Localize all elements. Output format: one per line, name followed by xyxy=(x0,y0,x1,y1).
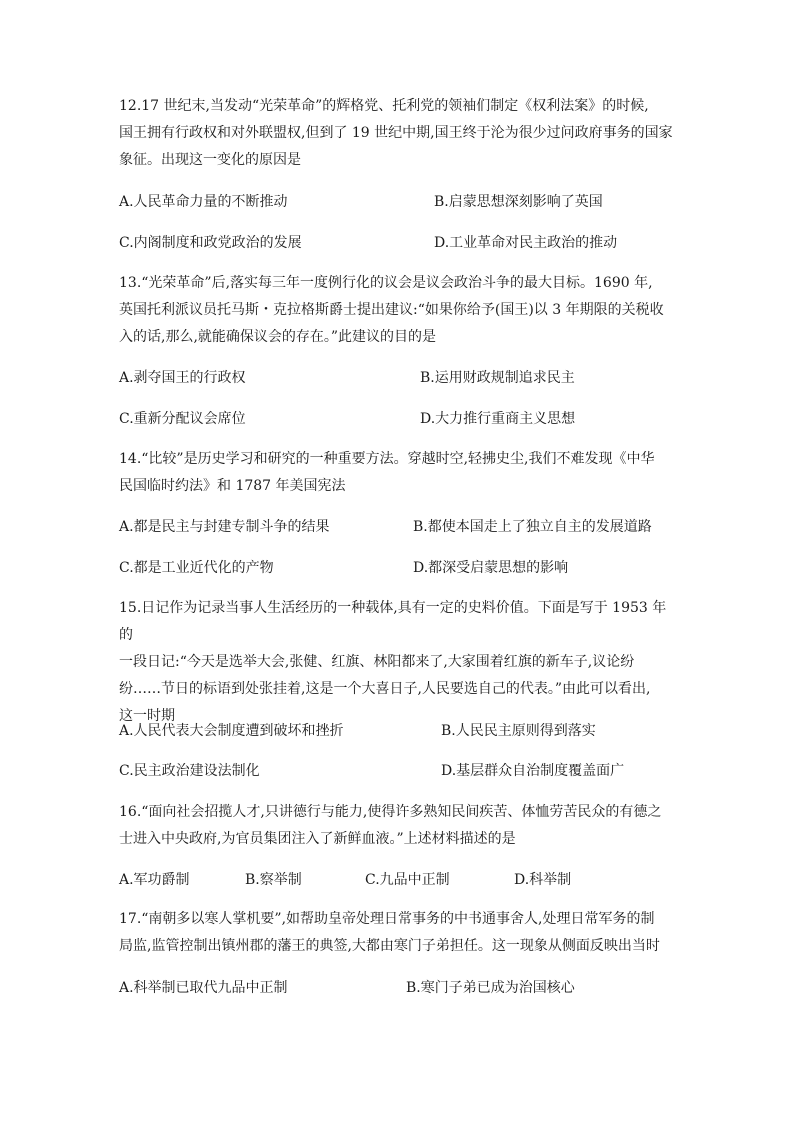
option-a[interactable]: A.都是民主与封建专制斗争的结果 xyxy=(119,519,330,535)
option-c[interactable]: C.都是工业近代化的产物 xyxy=(119,560,274,576)
option-d[interactable]: D.都深受启蒙思想的影响 xyxy=(413,560,569,576)
question-line: 国王拥有行政权和对外联盟权,但到了 19 世纪中期,国王终于沦为很少过问政府事务的国家 xyxy=(119,125,673,141)
option-a[interactable]: A.人民革命力量的不断推动 xyxy=(119,194,288,210)
question-line: 这一时期 xyxy=(119,708,175,724)
question-15-stem xyxy=(119,595,679,730)
question-14-stem xyxy=(119,446,679,500)
question-line: 16.“面向社会招揽人才,只讲德行与能力,使得许多熟知民间疾苦、体恤劳苦民众的有德之 xyxy=(119,804,662,820)
question-line: 17.“南朝多以寒人掌机要”,如帮助皇帝处理日常事务的中书通事舍人,处理日常军务的制 xyxy=(119,911,655,927)
option-b[interactable]: B.人民民主原则得到落实 xyxy=(441,723,596,739)
option-a[interactable]: A.科举制已取代九品中正制 xyxy=(119,980,288,996)
question-line: 一段日记:“今天是选举大会,张健、红旗、林阳都来了,大家围着红旗的新车子,议论纷 xyxy=(119,654,635,670)
option-c[interactable]: C.九品中正制 xyxy=(365,872,450,888)
question-16-stem xyxy=(119,799,679,853)
option-b[interactable]: B.察举制 xyxy=(245,872,302,888)
option-d[interactable]: D.大力推行重商主义思想 xyxy=(420,411,576,427)
question-13-stem xyxy=(119,270,679,351)
question-line: 14.“比较”是历史学习和研究的一种重要方法。穿越时空,轻拂史尘,我们不难发现《中华 xyxy=(119,451,655,467)
option-b[interactable]: B.启蒙思想深刻影响了英国 xyxy=(434,194,603,210)
question-17-stem xyxy=(119,906,679,960)
option-c[interactable]: C.重新分配议会席位 xyxy=(119,411,246,427)
question-12-stem xyxy=(119,93,679,174)
question-line: 士进入中央政府,为官员集团注入了新鲜血液。”上述材料描述的是 xyxy=(119,831,516,847)
option-b[interactable]: B.都使本国走上了独立自主的发展道路 xyxy=(413,519,652,535)
option-d[interactable]: D.基层群众自治制度覆盖面广 xyxy=(441,763,625,779)
question-line: 入的话,那么,就能确保议会的存在。”此建议的目的是 xyxy=(119,329,437,345)
question-line: 局监,监管控制出镇州郡的藩王的典签,大都由寒门子弟担任。这一现象从侧面反映出当时 xyxy=(119,938,660,954)
question-line: 纷……节日的标语到处张挂着,这是一个大喜日子,人民要选自己的代表。”由此可以看出, xyxy=(119,681,651,697)
question-line: 民国临时约法》和 1787 年美国宪法 xyxy=(119,478,346,494)
option-b[interactable]: B.寒门子弟已成为治国核心 xyxy=(406,980,575,996)
question-line: 象征。出现这一变化的原因是 xyxy=(119,152,301,168)
question-line: 13.“光荣革命”后,落实每三年一度例行化的议会是议会政治斗争的最大目标。1690 年, xyxy=(119,275,653,291)
question-line: 12.17 世纪末,当发动“光荣革命”的辉格党、托利党的领袖们制定《权利法案》的时候, xyxy=(119,98,649,114)
option-b[interactable]: B.运用财政规制追求民主 xyxy=(420,370,575,386)
option-a[interactable]: A.军功爵制 xyxy=(119,872,190,888)
option-a[interactable]: A.人民代表大会制度遭到破坏和挫折 xyxy=(119,723,344,739)
question-line: 英国托利派议员托马斯・克拉格斯爵士提出建议:“如果你给予(国王)以 3 年期限的关税收 xyxy=(119,302,664,318)
option-c[interactable]: C.内阁制度和政党政治的发展 xyxy=(119,235,302,251)
option-c[interactable]: C.民主政治建设法制化 xyxy=(119,763,260,779)
option-d[interactable]: D.科举制 xyxy=(514,872,572,888)
option-a[interactable]: A.剥夺国王的行政权 xyxy=(119,370,246,386)
option-d[interactable]: D.工业革命对民主政治的推动 xyxy=(434,235,618,251)
question-line: 15.日记作为记录当事人生活经历的一种载体,具有一定的史料价值。下面是写于 1953 年的 xyxy=(119,600,667,643)
